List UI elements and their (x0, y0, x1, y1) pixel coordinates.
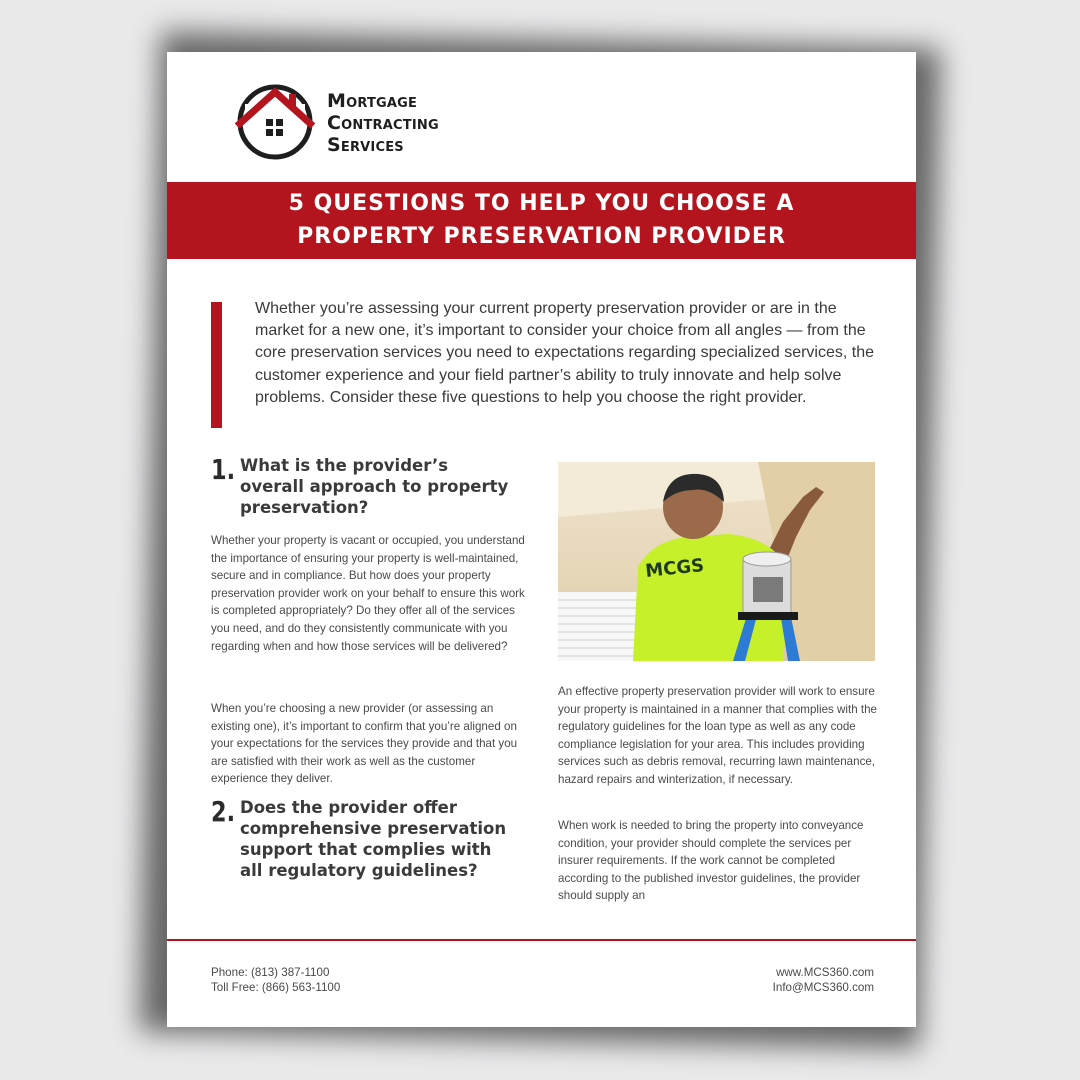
footer-contact-phones (211, 966, 340, 995)
title-banner (167, 182, 916, 259)
question-1-title: What is the provider’s overall approach to property preservation? (240, 456, 509, 517)
logo-line-3: Services (327, 134, 404, 156)
question-1-number: 1. (211, 453, 236, 486)
footer-email: Info@MCS360.com (772, 980, 874, 994)
banner-line-2: PROPERTY PRESERVATION PROVIDER (297, 224, 786, 249)
question-2 (211, 797, 511, 881)
house-logo-icon (235, 82, 315, 162)
company-logo (235, 82, 475, 162)
footer-tollfree: Toll Free: (866) 563-1100 (211, 980, 341, 994)
footer-phone: Phone: (813) 387-1100 (211, 966, 330, 979)
footer-contact-web (773, 966, 874, 995)
paragraph-1: Whether your property is vacant or occupied, you understand the importance of ensuring your property is well-maintained, secure and in compliance. But how does your property preservation provider work on your behalf to ensure this work is completed appropriately? Do they offer all of the services you need, and do they consistently communicate with you regarding when and how those services will be delivered? (211, 534, 525, 653)
painter-illustration-icon (558, 462, 875, 661)
worker-photo (558, 462, 875, 661)
paragraph-4: When work is needed to bring the property into conveyance condition, your provider should complete the services per insurer requirements. If the work cannot be completed according to the published investor guidelines, the provider should supply an (558, 819, 864, 903)
intro-accent-bar (211, 302, 222, 428)
logo-line-1: Mortgage (327, 90, 418, 112)
logo-line-2: Contracting (327, 112, 439, 134)
question-2-number: 2. (211, 795, 236, 828)
logo-wordmark (327, 90, 439, 156)
question-1 (211, 455, 511, 518)
footer-divider (167, 939, 916, 941)
intro-paragraph: Whether you’re assessing your current property preservation provider or are in the market for a new one, it’s important to consider your choice from all angles — from the core preservation services you need to expectations regarding specialized services, the customer experience and your field partner’s ability to truly innovate and help solve problems. Consider these five questions to help you choose the right provider. (255, 300, 874, 406)
document-page (167, 52, 916, 1027)
shirt-logo-text: MCGS (644, 554, 706, 582)
question-2-title: Does the provider offer comprehensive preservation support that complies with all regulatory guidelines? (240, 798, 507, 880)
paragraph-3: An effective property preservation provider will work to ensure your property is maintained in a manner that complies with the regulatory guidelines for the loan type as well as any code compliance legislation for your area. This includes providing services such as debris removal, recurring lawn maintenance, hazard repairs and winterization, if necessary. (558, 685, 877, 786)
footer-website: www.MCS360.com (776, 966, 874, 979)
paragraph-2: When you’re choosing a new provider (or assessing an existing one), it’s important to confirm that you’re aligned on your expectations for the services they provide and that you are satisfied with their work as well as the customer experience they deliver. (211, 702, 518, 786)
banner-line-1: 5 QUESTIONS TO HELP YOU CHOOSE A (288, 191, 795, 216)
